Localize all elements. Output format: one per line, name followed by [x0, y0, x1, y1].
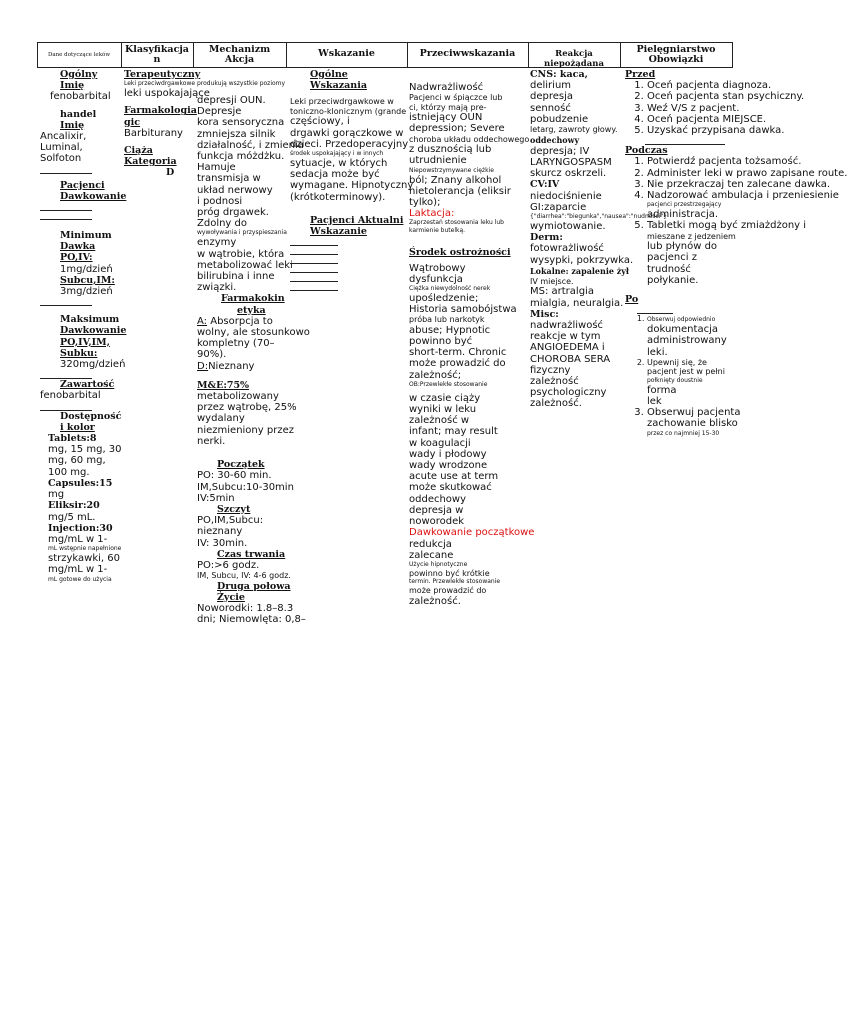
during-note: administracja.	[647, 209, 719, 221]
injection-note: mL gotowe do użycia	[48, 575, 112, 583]
route-label: PO,IV:	[60, 252, 93, 264]
after-text: administrowany	[647, 335, 727, 347]
during-step: 1. Potwierdź pacjenta tożsamość.	[647, 156, 731, 167]
mechanism-text: działalność, i zmienia	[197, 139, 304, 151]
tablets-value: 100 mg.	[48, 466, 90, 478]
contraindication-text: nietolerancja (eliksir	[409, 185, 511, 197]
header-nursing-duties: Pielęgniarstwo Obowiązki	[636, 44, 716, 65]
indication-text: wymagane. Hipnotyczny	[290, 180, 414, 192]
category-label: Kategoria	[124, 156, 177, 168]
onset-label: Początek	[217, 459, 265, 471]
adverse-text: niedociśnienie	[530, 190, 602, 202]
peak-text: PO,IM,Subcu:	[197, 515, 264, 527]
indication-text: dzieci. Przedoperacyjny	[290, 138, 409, 150]
duration-text: PO:>6 godz.	[197, 559, 260, 571]
contraindication-text: depression; Severe	[409, 123, 505, 135]
contraindication-text: tylko);	[409, 196, 441, 208]
onset-text: IV:5min	[197, 492, 235, 504]
mechanism-text: transmisja w	[197, 173, 261, 185]
adverse-text: delirium	[530, 80, 572, 92]
mechanism-text: funkcja móżdżku.	[197, 151, 285, 163]
drug-card-table	[37, 42, 847, 747]
dosage-label: Dawkowanie	[60, 190, 127, 202]
elixir-value: mg/5 mL.	[48, 511, 96, 523]
contraindication-text: z dusznością lub	[409, 144, 492, 156]
pregnancy-label: Ciąża	[124, 145, 153, 157]
indication-text: Leki przeciwdrgawkowe w	[290, 97, 394, 107]
indication-text: toniczno-klonicznym (grande	[290, 106, 407, 116]
precaution-text: Wątrobowy	[409, 262, 466, 274]
half-life-text: dni; Niemowlęta: 0,8–	[197, 614, 306, 626]
adverse-text: zależność	[530, 376, 579, 388]
precaution-text: wady i płodowy	[409, 448, 487, 460]
peak-text: nieznany	[197, 526, 243, 538]
adverse-text: MS: artralgia	[530, 286, 594, 298]
header-mechanism: Mechanizm Akcja	[208, 44, 271, 65]
capsules-label: Capsules:15	[48, 477, 113, 489]
precaution-text: może prowadzić do	[409, 586, 487, 596]
adverse-text: nadwrażliwość	[530, 320, 604, 332]
header-adverse-reaction: Reakcja niepożądana	[544, 49, 604, 69]
header-row	[37, 42, 733, 68]
during-step: 2. Administer leki w prawo zapisane route.	[647, 168, 731, 179]
after-text: przez co najmniej 15-30	[647, 429, 720, 437]
precaution-text: zalecane	[409, 549, 454, 561]
pharmacologic-label: gic	[124, 116, 141, 128]
header-contraindications: Przeciwwskazania	[419, 48, 516, 59]
during-text: pacjenci z	[647, 252, 697, 264]
precaution-text: noworodek	[409, 516, 465, 528]
content-label: Zawartość	[60, 379, 115, 391]
therapeutic-label: Terapeutyczny	[124, 69, 201, 80]
mechanism-text: i podnosi	[197, 195, 243, 207]
mechanism-text: Depresje	[197, 106, 242, 118]
name-label: Imię	[60, 80, 85, 92]
precaution-text: powinno być	[409, 336, 473, 348]
metabolism-text: wydalany	[197, 413, 245, 425]
indication-text: drgawki gorączkowe w	[290, 127, 404, 139]
generic-name: fenobarbital	[50, 91, 111, 103]
dose-value: 3mg/dzień	[60, 286, 113, 298]
contraindication-text: Niepowstrzymywane ciężkie	[409, 166, 494, 174]
therapeutic-note: Leki przeciwdrgawkowe produkują wszystkie poziomy	[124, 80, 286, 88]
adverse-text: mialgia, neuralgia.	[530, 297, 624, 309]
adverse-text: IV miejsce.	[530, 276, 574, 286]
adverse-text: psychologiczny	[530, 387, 607, 399]
precaution-text: upośledzenie;	[409, 292, 479, 304]
adverse-text: senność	[530, 102, 571, 114]
half-life-text: Noworodki: 1.8–8.3	[197, 603, 294, 615]
during-step: 4. Nadzorować ambulacja i przeniesienie	[647, 190, 731, 201]
precaution-text: zależność.	[409, 595, 461, 607]
contraindication-text: Pacjenci w śpiączce lub	[409, 93, 503, 103]
elixir-label: Eliksir:20	[48, 500, 100, 512]
precaution-text: może skutkować	[409, 482, 492, 494]
pharmacologic-value: Barbiturany	[124, 127, 183, 139]
header-indication: Wskazanie	[318, 48, 375, 59]
brand-name: Ancalixir,	[40, 131, 87, 143]
distribution-value: Nieznany	[208, 360, 255, 372]
precaution-text: zależność w	[409, 415, 470, 427]
precaution-text: redukcja	[409, 538, 452, 550]
precaution-text: w koagulacji	[409, 437, 471, 449]
mechanism-text: Zdolny do	[197, 218, 247, 230]
adverse-text: wysypki, pokrzywka.	[530, 254, 634, 266]
trade-name-label: Imię	[60, 119, 85, 131]
precaution-text: wyniki w leku	[409, 404, 477, 416]
mechanism-text: zmniejsza silnik	[197, 128, 276, 140]
indication-text: częściowy, i	[290, 116, 350, 128]
precaution-text: zależność;	[409, 369, 462, 381]
precautions-label: Środek ostrożności	[409, 247, 511, 259]
pharmacokinetics-label: Farmakokin	[221, 293, 285, 305]
content-value: fenobarbital	[40, 390, 101, 402]
injection-value: strzykawki, 60	[48, 553, 120, 565]
precaution-text: short-term. Chronic	[409, 347, 507, 359]
misc-label: Misc:	[530, 308, 559, 320]
after-step: 3. Obserwuj pacjenta	[647, 407, 731, 418]
adverse-text: fizyczny	[530, 364, 571, 376]
contraindication-text: istniejący OUN	[409, 112, 483, 124]
patient-indication-label: Wskazanie	[310, 226, 367, 238]
after-text: dokumentacja	[647, 324, 718, 336]
dose-value: 1mg/dzień	[60, 263, 113, 275]
absorption-text: 90%).	[197, 349, 227, 361]
during-text: trudność	[647, 263, 691, 275]
route-label: PO,IV,IM,	[60, 336, 110, 348]
after-step: 1. Obserwuj odpowiednio	[647, 314, 731, 324]
contraindication-text: ci, którzy mają pre-	[409, 102, 487, 112]
minimum-label: Minimum	[60, 230, 112, 242]
precaution-note: termin. Przewlekłe stosowanie	[409, 578, 501, 586]
during-label: Podczas	[625, 145, 668, 157]
peak-text: IV: 30min.	[197, 537, 248, 549]
capsules-value: mg	[48, 489, 65, 501]
distribution-label: D:	[197, 360, 209, 372]
adverse-text: depresja	[530, 91, 574, 103]
brand-name: Luminal,	[40, 142, 83, 154]
precaution-text: abuse; Hypnotic	[409, 324, 491, 336]
absorption-text: Absorpcja to	[210, 315, 273, 327]
general-indications-label: Wskazania	[310, 80, 367, 92]
precaution-text: może prowadzić do	[409, 358, 506, 370]
trade-label: handel	[60, 108, 97, 120]
precaution-note: Ciężka niewydolność nerek	[409, 284, 491, 292]
after-text: leki.	[647, 346, 668, 358]
metabolism-label: M&E:75%	[197, 379, 250, 391]
during-text: lub płynów do	[647, 241, 718, 253]
contraindication-text: Nadwrażliwość	[409, 82, 484, 93]
indication-text: sedacja może być	[290, 169, 380, 181]
after-text: połknięty doustnie	[647, 376, 703, 384]
mechanism-text: związki.	[197, 282, 237, 294]
absorption-text: wolny, ale stosunkowo	[197, 327, 310, 339]
injection-value: mg/mL w 1-	[48, 564, 108, 576]
cns-label: CNS: kaca,	[530, 69, 588, 80]
precaution-text: depresja w	[409, 504, 464, 516]
after-text: lek	[647, 395, 662, 407]
after-step: 2. Upewnij się, że	[647, 358, 731, 368]
therapeutic-value: leki uspokajające	[124, 88, 210, 100]
color-label: i kolor	[60, 421, 95, 433]
adverse-text: GI:zaparcie	[530, 201, 587, 213]
mechanism-text: w wątrobie, która	[197, 248, 285, 260]
availability-label: Dostępność	[60, 410, 122, 422]
during-step: 5. Tabletki mogą być zmiażdżony i	[647, 220, 731, 231]
adverse-text: pobudzenie	[530, 113, 589, 125]
adverse-text: wymiotowanie.	[530, 220, 606, 232]
adverse-text: reakcje w tym	[530, 331, 601, 343]
before-step: 1. Oceń pacjenta diagnoza.	[647, 80, 731, 91]
contraindications-column	[409, 82, 535, 607]
duration-label: Czas trwania	[217, 548, 286, 560]
onset-text: IM,Subcu:10-30min	[197, 481, 294, 493]
during-note: pacjenci przestrzegający	[647, 201, 722, 209]
metabolism-text: niezmieniony przez	[197, 424, 294, 436]
indication-text: sytuacje, w których	[290, 158, 388, 170]
after-text: pacjent jest w pełni	[647, 367, 725, 377]
brand-name: Solfoton	[40, 153, 82, 165]
adverse-text: letarg, zawroty głowy.	[530, 125, 618, 135]
pregnancy-category: D	[166, 167, 175, 179]
derm-label: Derm:	[530, 232, 563, 244]
mechanism-text: próg drgawek.	[197, 207, 269, 219]
precaution-text: próba lub narkotyk	[409, 315, 485, 325]
peak-label: Szczyt	[217, 503, 251, 515]
lactation-label: Laktacja:	[409, 208, 455, 220]
precaution-text: infant; may result	[409, 426, 498, 438]
mechanism-text: metabolizować leki	[197, 259, 293, 271]
precaution-text: dysfunkcja	[409, 273, 463, 285]
before-step: 3. Weź V/S z pacjent.	[647, 103, 731, 114]
contraindication-text: utrudnienie	[409, 155, 467, 167]
precaution-text: Historia samobójstwa	[409, 304, 517, 316]
drug-data-column	[40, 69, 127, 584]
half-life-label: Druga połowa	[217, 580, 291, 592]
generic-label: Ogólny	[60, 69, 98, 80]
indication-text: (krótkoterminowy).	[290, 191, 386, 203]
adverse-text: fotowrażliwość	[530, 243, 604, 255]
precaution-text: wady wrodzone	[409, 460, 488, 472]
mechanism-column	[197, 95, 310, 626]
contraindication-text: ból; Znany alkohol	[409, 174, 502, 186]
before-label: Przed	[625, 69, 656, 80]
route-label: Subku:	[60, 347, 98, 359]
dosage-label: Dawkowanie	[60, 325, 127, 337]
adverse-text: depresja; IV	[530, 145, 590, 157]
local-label: Lokalne: zapalenie żył	[530, 265, 630, 276]
half-life-label: Życie	[217, 591, 245, 603]
nursing-duties-column	[625, 69, 847, 438]
during-step: 3. Nie przekraczaj ten zalecane dawka.	[647, 179, 731, 190]
duration-text: IM, Subcu, IV: 4-6 godz.	[197, 571, 291, 581]
indication-column	[290, 69, 414, 291]
general-indications-label: Ogólne	[310, 69, 348, 80]
mechanism-note: wywoływania i przyspieszania	[197, 229, 287, 237]
after-text: zachowanie blisko	[647, 418, 738, 430]
adverse-text: LARYNGOSPASM	[530, 156, 612, 168]
contraindication-text: choroba układu oddechowego	[409, 134, 530, 144]
metabolism-text: nerki.	[197, 435, 226, 447]
indication-note: środek uspokajający i w innych	[290, 150, 384, 158]
pharmacologic-label: Farmakologia	[124, 105, 197, 117]
dose-label: Dawka	[60, 241, 96, 253]
precaution-text: acute use at term	[409, 471, 499, 483]
patient-indication-label: Pacjenci Aktualni	[310, 214, 404, 226]
absorption-text: kompletny (70–	[197, 338, 275, 350]
injection-value: mg/mL w 1-	[48, 533, 108, 545]
adverse-text: CHOROBA SERA	[530, 353, 611, 365]
patient-label: Pacjenci	[60, 179, 105, 191]
before-step: 4. Oceń pacjenta MIEJSCE.	[647, 114, 731, 125]
initial-dosage-label: Dawkowanie początkowe	[409, 527, 535, 539]
adverse-text: zależność.	[530, 398, 582, 410]
tablets-label: Tablets:8	[48, 433, 97, 445]
adverse-text: {"diarrhea":"biegunka","nausea":"nudności"}	[530, 212, 668, 220]
mechanism-text: enzymy	[197, 237, 237, 249]
onset-text: PO: 30-60 min.	[197, 470, 272, 482]
pharmacokinetics-label: etyka	[237, 304, 266, 316]
after-text: forma	[647, 384, 677, 396]
mechanism-text: depresji OUN.	[197, 95, 266, 106]
header-classification: Klasyfikacja n	[125, 44, 189, 65]
maximum-label: Maksimum	[60, 314, 120, 326]
mechanism-text: Hamuje	[197, 162, 236, 174]
header-drug-data: Dane dotyczące leków	[47, 52, 111, 58]
adverse-text: ANGIOEDEMA i	[530, 342, 605, 354]
cv-label: CV:IV	[530, 179, 560, 191]
tablets-value: mg, 15 mg, 30	[48, 444, 122, 456]
precaution-text: powinno być krótkie	[409, 568, 490, 578]
tablets-value: mg, 60 mg,	[48, 455, 106, 467]
during-text: połykanie.	[647, 274, 699, 286]
before-step: 2. Oceń pacjenta stan psychiczny.	[647, 91, 731, 102]
during-note: mieszane z jedzeniem	[647, 231, 736, 241]
mechanism-text: bilirubina i inne	[197, 271, 275, 283]
precaution-text: w czasie ciąży	[409, 392, 481, 404]
injection-note: mL wstępnie napełnione	[48, 545, 122, 553]
absorption-label: A:	[197, 315, 208, 327]
metabolism-text: metabolizowany	[197, 391, 279, 403]
respiratory-label: oddechowy	[530, 134, 580, 145]
mechanism-text: kora sensoryczna	[197, 117, 285, 129]
adverse-text: skurcz oskrzeli.	[530, 168, 607, 180]
before-step: 5. Uzyskać przypisana dawka.	[647, 125, 731, 136]
precaution-text: oddechowy	[409, 493, 467, 505]
lactation-note: karmienie butelką.	[409, 227, 466, 235]
after-label: Po	[625, 293, 639, 305]
metabolism-text: przez wątrobę, 25%	[197, 402, 297, 414]
route-label: Subcu,IM:	[60, 274, 115, 286]
dose-value: 320mg/dzień	[60, 359, 126, 371]
injection-label: Injection:30	[48, 522, 113, 534]
precaution-note: OB:Przewlekłe stosowanie	[409, 380, 488, 388]
mechanism-text: układ nerwowy	[197, 184, 273, 196]
precaution-note: Użycie hipnotyczne	[409, 560, 468, 568]
lactation-note: Zaprzestań stosowania leku lub	[409, 219, 504, 227]
